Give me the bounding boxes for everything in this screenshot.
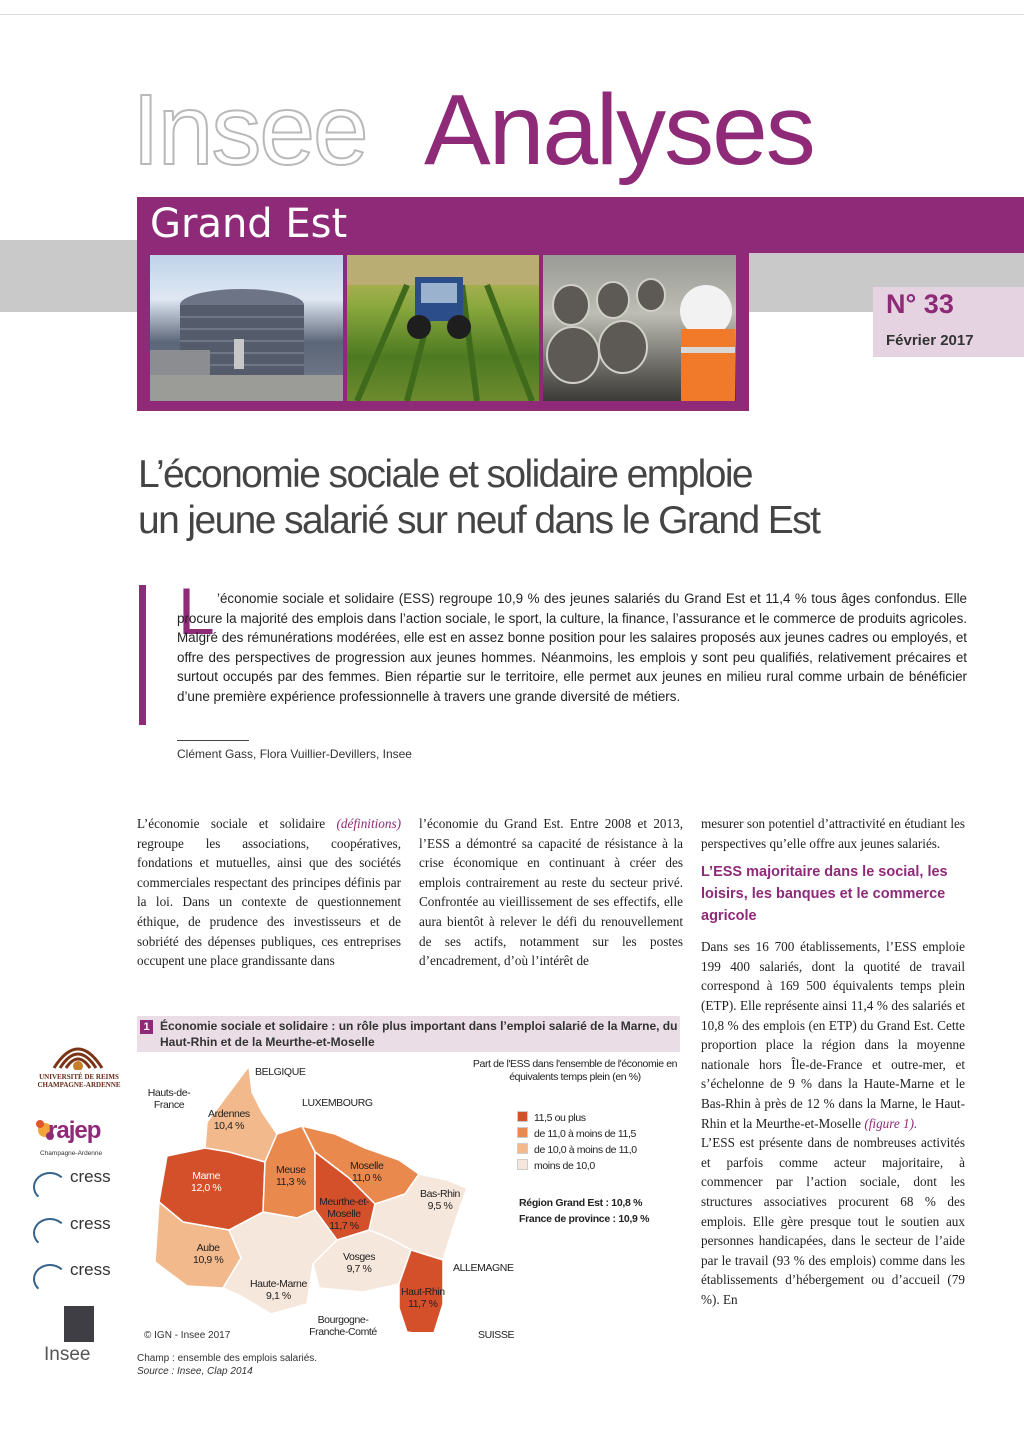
dept-value: 11,3 % (276, 1176, 306, 1188)
rajep-logo-subtitle: Champagne-Ardenne (40, 1150, 103, 1157)
lead-accent-bar (139, 585, 146, 725)
dept-name: Haute-Marne (250, 1278, 307, 1290)
body-text: L’économie sociale et solidaire (137, 816, 326, 831)
legend-swatch (517, 1143, 528, 1154)
legend-title: Part de l'ESS dans l'ensemble de l'économie en équivalents temps plein (en %) (472, 1058, 678, 1083)
label-moselle (350, 1160, 383, 1184)
building-illustration (150, 255, 343, 401)
dept-value: 9,1 % (266, 1290, 291, 1302)
section-subheading: L’ESS majoritaire dans le social, les loisirs, les banques et le commerce agricole (701, 864, 948, 925)
legend-item (517, 1111, 586, 1124)
label-bas-rhin (420, 1188, 460, 1212)
lead-text: ’économie sociale et solidaire (ESS) regroupe 10,9 % des jeunes salariés du Grand Est et 11,4 % tous âges confondus. Elle procure la majorité des emplois dans l’action sociale, le sport, la culture, la finance, l’assurance et le commerce de produits agricoles. Malgré des rémunérations modérées, elle est en assez bonne position pour les salaires proposés aux jeunes cadres ou employés, et offre des perspectives de progression aux jeunes hommes. Néanmoins, les emplois y sont peu qualifiés, relativement précaires et surtout occupés par des femmes. Bien répartie sur le territoire, elle permet aux jeunes en milieu rural comme urbain de bénéficier d’une première expérience professionnelle à travers une grande diversité de métiers. (177, 591, 967, 704)
body-paragraph: l’économie du Grand Est. Entre 2008 et 2013, l’ESS a démontré sa capacité de résistance à la crise économique en continuant à créer des emplois contrairement au reste du secteur privé. Confrontée au vieillissement de ses effectifs, elle aura bientôt à relever le défi du renouvellement de ses actifs, notamment sur les postes d’encadrement, d’où l’intérêt de (419, 816, 683, 969)
map-copyright: © IGN - Insee 2017 (144, 1330, 231, 1341)
label-hauts-de-france (143, 1087, 195, 1111)
steel-coils-illustration (543, 255, 736, 401)
label-aube (193, 1242, 223, 1266)
body-column-3 (701, 814, 965, 1309)
source-text: Source : Insee, Clap 2014 (137, 1366, 253, 1377)
brand-analyses: Analyses (424, 74, 814, 186)
legend-swatch (517, 1127, 528, 1138)
cress-logo-text: cress (70, 1167, 111, 1186)
dept-value: 11,7 % (329, 1220, 359, 1232)
dept-value: 9,5 % (427, 1200, 453, 1212)
body-text: Dans ses 16 700 établissements, l’ESS emploie 199 400 salariés, dont la quotité de travail correspond à 169 500 équivalents temps plein (ETP). Elle représente ainsi 11,4 % des salariés et 10,8 % des emplois (en ETP) du Grand Est. Cette proportion place la région dans la moyenne nationale hors Île-de-France et outre-mer, et s’échelonne de 9 % dans la Haute-Marne et le Bas-Rhin à près de 12 % dans la Marne, le Haut-Rhin et la Meurthe-et-Moselle (701, 939, 965, 1131)
legend-label: 11,5 ou plus (534, 1112, 586, 1124)
dept-name: Ardennes (208, 1108, 250, 1120)
dept-name: Moselle (350, 1160, 384, 1172)
lead-paragraph (177, 589, 967, 707)
figure-source (137, 1365, 317, 1378)
issue-number: N° 33 (886, 289, 954, 319)
body-text: regroupe les associations, coopératives, fondations et mutuelles, ainsi que des sociétés commerciales respectant des principes définis par la loi. Dans un contexte de questionnement éthique, de prudence des investisseurs et de sobriété des dépenses publiques, ces entreprises occupent une place grandissante dans (137, 835, 401, 969)
cress-logo-icon (33, 1172, 67, 1202)
dept-value: 11,7 % (408, 1298, 438, 1310)
definitions-link[interactable]: (définitions) (336, 816, 401, 831)
label-meuse (276, 1164, 306, 1188)
photo-steel-coils (543, 255, 736, 401)
body-column-1 (137, 814, 401, 971)
figure-footnote (137, 1352, 317, 1378)
reims-university-logo-text: UNIVERSITÉ DE REIMS CHAMPAGNE-ARDENNE (37, 1073, 121, 1089)
label-haut-rhin (401, 1286, 445, 1310)
body-paragraph: L’ESS est présente dans de nombreuses activités et parfois comme acteur majoritaire, à commencer par l’action sociale, dont les structures associatives procurent 68 % des emplois. Elle gère presque tout le soutien aux personnes handicapées, dans le secteur de l’aide par le travail (93 % des emplois) comme dans les établissements d’hébergement ou d’accueil (79 %). En (701, 1135, 965, 1307)
legend-swatch (517, 1111, 528, 1122)
label-belgique: BELGIQUE (255, 1066, 306, 1078)
neighbor-name: Hauts-de-France (147, 1087, 191, 1111)
dept-name: Meuse (276, 1164, 306, 1176)
dept-name: Bas-Rhin (420, 1188, 460, 1200)
label-allemagne: ALLEMAGNE (453, 1262, 514, 1274)
insee-logo-text: Insee (44, 1344, 91, 1365)
figure-1-link[interactable]: (figure 1). (864, 1115, 918, 1131)
body-column-2 (419, 814, 683, 971)
label-suisse: SUISSE (478, 1329, 515, 1341)
headline-line-1: L’économie sociale et solidaire emploie (138, 453, 752, 496)
top-rule (0, 14, 1024, 15)
tractor-illustration (347, 255, 539, 401)
dept-value: 12,0 % (191, 1182, 222, 1194)
dept-name: Aube (196, 1242, 220, 1254)
body-paragraph: mesurer son potentiel d’attractivité en étudiant les perspectives qu’elle offre aux jeunes salariés. (701, 816, 965, 851)
reims-university-logo-icon (48, 1036, 108, 1070)
stat-region: Région Grand Est : 10,8 % (519, 1197, 643, 1209)
cress-logo-icon (33, 1218, 67, 1248)
body-paragraph (701, 937, 965, 1133)
rajep-logo-text: rajep (48, 1117, 101, 1144)
legend-label: moins de 10,0 (534, 1160, 595, 1172)
label-vosges (343, 1251, 375, 1275)
body-paragraph (137, 814, 401, 971)
dept-name: Meurthe-et-Moselle (319, 1196, 369, 1220)
label-meurthe-et-moselle (318, 1196, 370, 1232)
dept-name: Vosges (343, 1251, 376, 1263)
label-luxembourg: LUXEMBOURG (302, 1097, 373, 1109)
region-title: Grand Est (150, 201, 348, 247)
dept-value: 9,7 % (346, 1263, 372, 1275)
label-ardennes (208, 1108, 250, 1132)
dept-name: Marne (192, 1170, 221, 1182)
dept-value: 10,4 % (213, 1120, 245, 1132)
cress-logo-text: cress (70, 1214, 111, 1233)
authors-rule (177, 740, 249, 741)
legend-item (517, 1143, 637, 1156)
dept-value: 11,0 % (351, 1172, 382, 1184)
label-marne (191, 1170, 221, 1194)
legend-item (517, 1127, 636, 1140)
photo-vineyard-tractor (347, 255, 539, 401)
dept-name: Haut-Rhin (401, 1286, 445, 1298)
figure-title: Économie sociale et solidaire : un rôle plus important dans l’emploi salarié de la Marne, du Haut-Rhin et de la Meurthe-et-Moselle (160, 1019, 678, 1049)
legend-item (517, 1159, 595, 1172)
photo-european-parliament (150, 255, 343, 401)
stat-province: France de province : 10,9 % (519, 1213, 650, 1225)
cress-logo-text: cress (70, 1260, 111, 1279)
figure-champ: Champ : ensemble des emplois salariés. (137, 1353, 318, 1364)
dept-value: 10,9 % (193, 1254, 224, 1266)
legend-label: de 11,0 à moins de 11,5 (534, 1128, 636, 1140)
authors: Clément Gass, Flora Vuillier-Devillers, Insee (177, 747, 412, 761)
legend-label: de 10,0 à moins de 11,0 (534, 1144, 637, 1156)
brand-insee: Insee (132, 74, 367, 186)
lead-dropcap: L (178, 574, 215, 648)
headline (138, 452, 898, 544)
legend-swatch (517, 1159, 528, 1170)
label-haute-marne (250, 1278, 307, 1302)
issue-date: Février 2017 (886, 332, 974, 349)
headline-line-2: un jeune salarié sur neuf dans le Grand Est (138, 499, 820, 542)
cress-logo-icon (33, 1264, 67, 1294)
insee-logo-icon (64, 1306, 94, 1342)
figure-number: 1 (140, 1020, 153, 1034)
label-bourgogne: Bourgogne-Franche-Comté (309, 1314, 377, 1338)
